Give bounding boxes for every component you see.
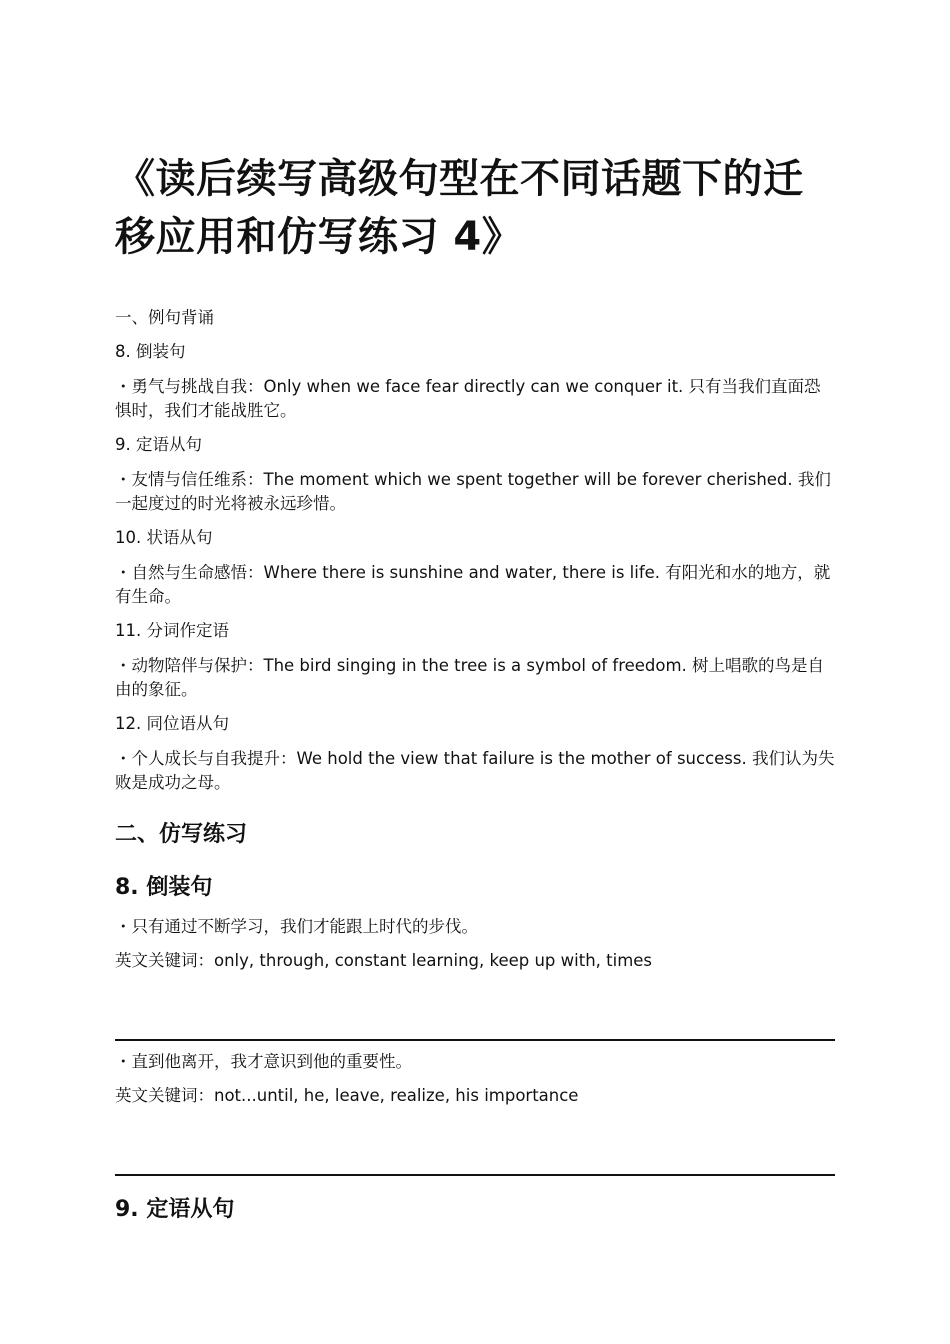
section2-heading: 二、仿写练习 bbox=[115, 822, 248, 847]
section1-item-label: 9. 定语从句 bbox=[115, 435, 202, 454]
section2-sub-heading: 9. 定语从句 bbox=[115, 1197, 235, 1222]
answer-line[interactable] bbox=[115, 1174, 835, 1176]
section1-item-example: ・友情与信任维系：The moment which we spent together will be forever cherished. 我们一起度过的时光将被永远珍惜。 bbox=[115, 470, 831, 513]
section1-item-label: 11. 分词作定语 bbox=[115, 621, 229, 640]
exercise-keywords: 英文关键词：not...until, he, leave, realize, his importance bbox=[115, 1086, 579, 1105]
section1-heading: 一、例句背诵 bbox=[115, 308, 214, 327]
section1-item-example: ・动物陪伴与保护：The bird singing in the tree is a symbol of freedom. 树上唱歌的鸟是自由的象征。 bbox=[115, 656, 825, 699]
section1-item-example: ・个人成长与自我提升：We hold the view that failure is the mother of success. 我们认为失败是成功之母。 bbox=[115, 749, 835, 792]
answer-line[interactable] bbox=[115, 1039, 835, 1041]
document-title: 《读后续写高级句型在不同话题下的迁移应用和仿写练习 4》 bbox=[115, 156, 804, 260]
section1-item-label: 12. 同位语从句 bbox=[115, 714, 229, 733]
exercise-keywords: 英文关键词：only, through, constant learning, keep up with, times bbox=[115, 951, 653, 970]
section1-item-label: 8. 倒装句 bbox=[115, 342, 186, 361]
exercise-prompt: ・直到他离开，我才意识到他的重要性。 bbox=[115, 1052, 412, 1071]
exercise-prompt: ・只有通过不断学习，我们才能跟上时代的步伐。 bbox=[115, 917, 478, 936]
section1-item-label: 10. 状语从句 bbox=[115, 528, 213, 547]
section2-sub-heading: 8. 倒装句 bbox=[115, 875, 213, 900]
section1-item-example: ・勇气与挑战自我：Only when we face fear directly can we conquer it. 只有当我们直面恐惧时，我们才能战胜它。 bbox=[115, 377, 821, 420]
section1-item-example: ・自然与生命感悟：Where there is sunshine and water, there is life. 有阳光和水的地方，就有生命。 bbox=[115, 563, 831, 606]
